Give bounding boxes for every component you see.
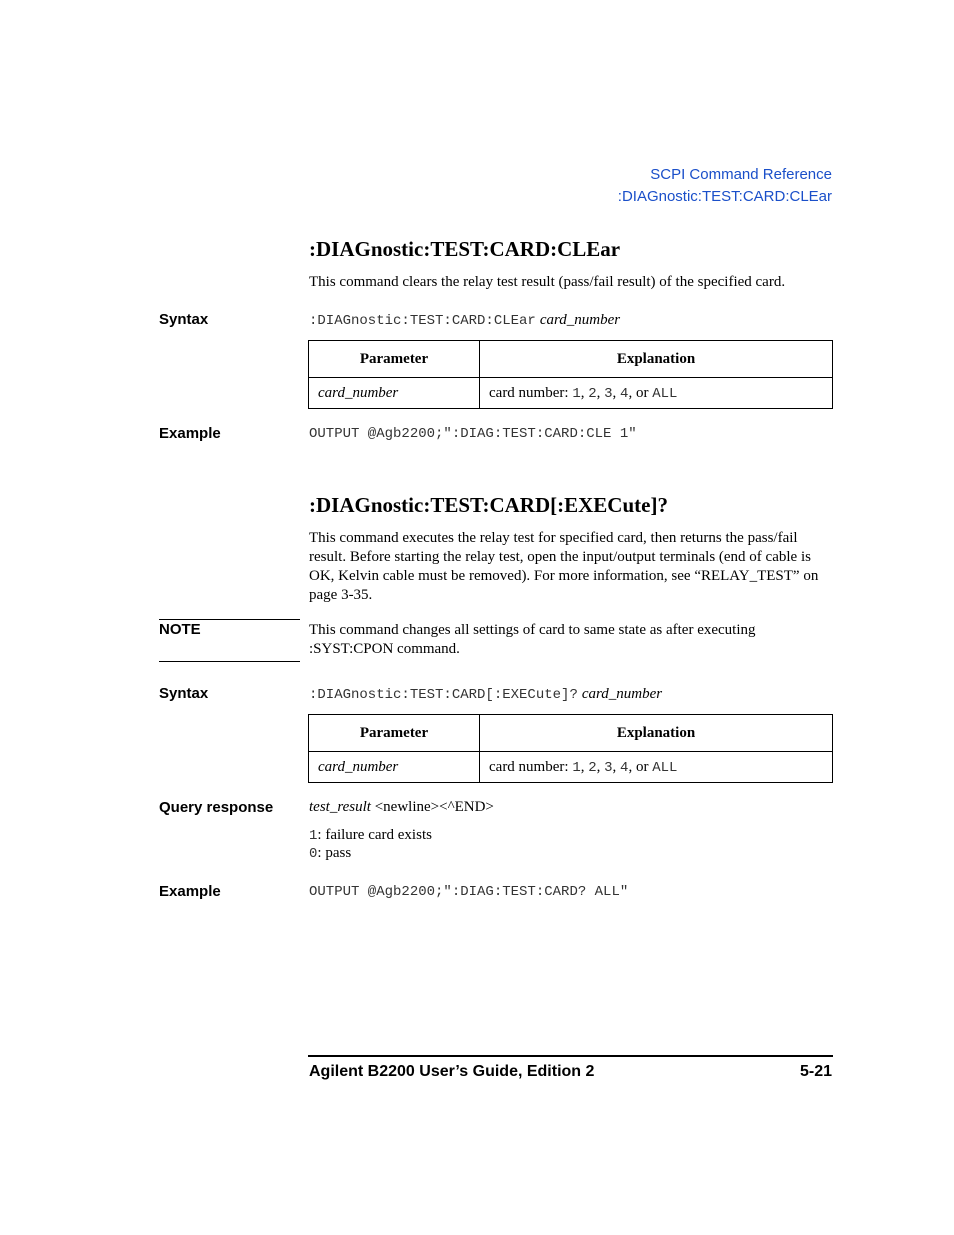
query-terminator: <newline><^END> <box>370 799 494 815</box>
description-clear: This command clears the relay test result (pass/fail result) of the specified card. <box>309 274 786 290</box>
table-header-explanation: Explanation <box>480 341 833 378</box>
syntax-label: Syntax <box>159 311 209 328</box>
example-label: Example <box>159 883 221 900</box>
parameter-table-clear <box>308 340 833 409</box>
example-code-clear: OUTPUT @Agb2200;":DIAG:TEST:CARD:CLE 1" <box>309 426 637 442</box>
query-variable: test_result <box>309 799 371 815</box>
example-code-execute: OUTPUT @Agb2200;":DIAG:TEST:CARD? ALL" <box>309 884 629 900</box>
query-response-format <box>309 799 494 816</box>
table-header-explanation: Explanation <box>480 715 833 752</box>
table-header-parameter: Parameter <box>309 341 480 378</box>
syntax-parameter: card_number <box>539 312 621 328</box>
footer-guide-title: Agilent B2200 User’s Guide, Edition 2 <box>309 1063 595 1080</box>
parameter-table-execute <box>308 714 833 783</box>
description-execute: This command executes the relay test for specified card, then returns the pass/fail result. Before starting the relay test, open the input/output terminals (end of cable is OK, Kelvin cable must be removed). For more information, see “RELAY_TEST” on page 3-35. <box>309 530 819 603</box>
syntax-label: Syntax <box>159 685 209 702</box>
section-title-clear: :DIAGnostic:TEST:CARD:CLEar <box>309 237 621 261</box>
syntax-line-clear <box>309 311 620 329</box>
table-row <box>309 378 833 409</box>
syntax-command: :DIAGnostic:TEST:CARD:CLEar <box>309 313 536 329</box>
syntax-parameter: card_number <box>581 686 663 702</box>
note-divider-bottom <box>159 661 300 662</box>
footer-page-number: 5-21 <box>799 1063 832 1080</box>
syntax-command: :DIAGnostic:TEST:CARD[:EXECute]? <box>309 687 578 703</box>
syntax-line-execute <box>309 685 662 703</box>
table-cell-explanation: card number: 1, 2, 3, 4, or ALL <box>480 378 833 409</box>
running-header-section: SCPI Command Reference <box>650 166 832 183</box>
section-title-execute: :DIAGnostic:TEST:CARD[:EXECute]? <box>309 493 668 517</box>
note-divider-top <box>159 619 300 620</box>
example-label: Example <box>159 425 221 442</box>
footer-rule <box>308 1055 833 1057</box>
note-label: NOTE <box>159 621 201 638</box>
table-cell-parameter: card_number <box>309 752 480 783</box>
response-value-pass: 0: pass <box>309 845 352 862</box>
note-text: This command changes all settings of card to same state as after executing :SYST:CPON command. <box>309 622 756 657</box>
running-header-command: :DIAGnostic:TEST:CARD:CLEar <box>617 188 832 205</box>
table-cell-explanation: card number: 1, 2, 3, 4, or ALL <box>480 752 833 783</box>
query-response-label: Query response <box>159 799 274 816</box>
response-value-failure: 1: failure card exists <box>309 827 432 844</box>
table-header-parameter: Parameter <box>309 715 480 752</box>
table-cell-parameter: card_number <box>309 378 480 409</box>
table-row <box>309 752 833 783</box>
